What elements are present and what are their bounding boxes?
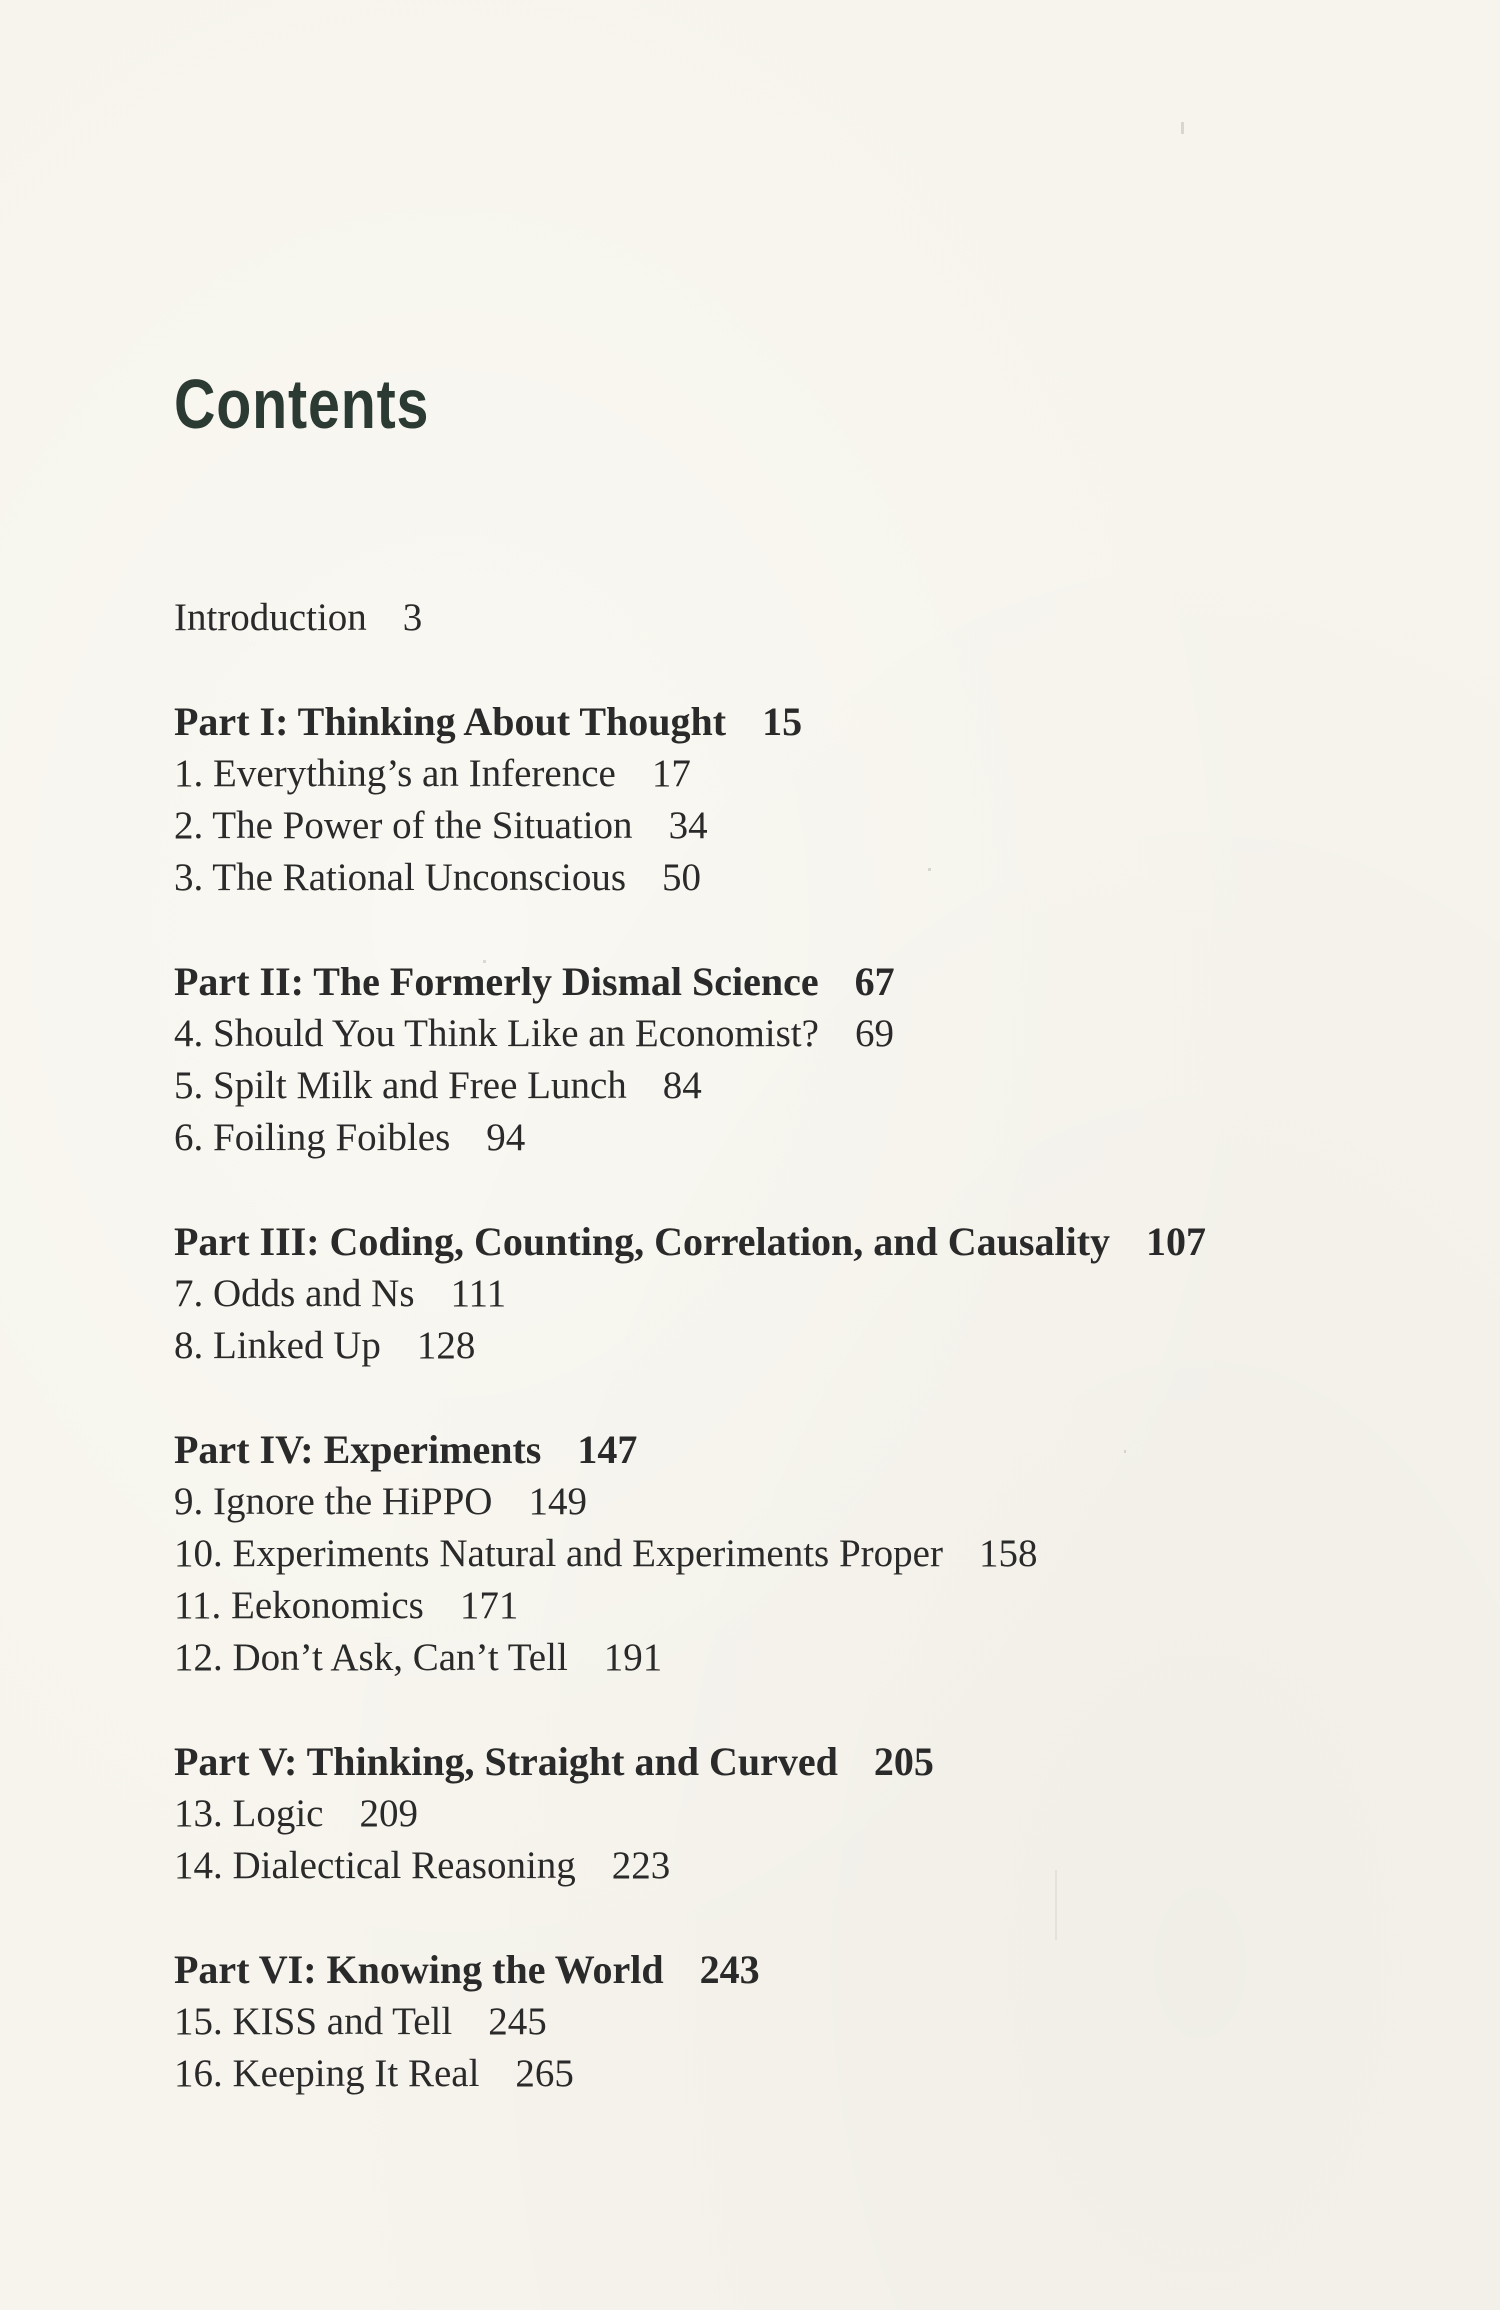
chapter-page-number: 149: [528, 1480, 587, 1523]
toc-part-3[interactable]: [174, 1216, 1394, 1268]
part-title: Part II: The Formerly Dismal Science: [174, 959, 819, 1004]
chapter-title: 7. Odds and Ns: [174, 1272, 415, 1315]
table-of-contents: [174, 592, 1394, 2100]
part-page-number: 205: [873, 1739, 934, 1784]
chapter-title: 15. KISS and Tell: [174, 2000, 453, 2043]
chapter-page-number: 50: [662, 856, 702, 899]
part-title: Part I: Thinking About Thought: [174, 699, 727, 744]
chapter-title: 13. Logic: [174, 1792, 324, 1835]
chapter-page-number: 94: [486, 1116, 526, 1159]
toc-chapter-3[interactable]: [174, 852, 1394, 904]
chapter-page-number: 111: [450, 1272, 507, 1315]
chapter-title: 2. The Power of the Situation: [174, 804, 633, 847]
toc-part-2[interactable]: [174, 956, 1394, 1008]
toc-chapter-16[interactable]: [174, 2048, 1394, 2100]
chapter-page-number: 158: [978, 1532, 1038, 1575]
chapter-title: 16. Keeping It Real: [174, 2052, 480, 2095]
toc-chapter-15[interactable]: [174, 1996, 1394, 2048]
toc-chapter-2[interactable]: [174, 800, 1394, 852]
part-title: Part V: Thinking, Straight and Curved: [174, 1739, 838, 1784]
toc-part-6[interactable]: [174, 1944, 1394, 1996]
chapter-page-number: 34: [668, 804, 708, 847]
entry-title: Introduction: [174, 596, 367, 639]
part-page-number: 243: [699, 1947, 760, 1992]
chapter-page-number: 171: [459, 1584, 519, 1627]
chapter-title: 6. Foiling Foibles: [174, 1116, 451, 1159]
chapter-page-number: 191: [603, 1636, 663, 1679]
chapter-title: 9. Ignore the HiPPO: [174, 1480, 493, 1523]
chapter-page-number: 223: [611, 1844, 671, 1887]
toc-part-4[interactable]: [174, 1424, 1394, 1476]
page-title: Contents: [174, 365, 430, 443]
toc-chapter-14[interactable]: [174, 1840, 1394, 1892]
chapter-page-number: 245: [488, 2000, 547, 2043]
toc-chapter-7[interactable]: [174, 1268, 1394, 1320]
chapter-page-number: 84: [662, 1064, 702, 1107]
chapter-title: 12. Don’t Ask, Can’t Tell: [174, 1636, 568, 1679]
chapter-page-number: 265: [515, 2052, 574, 2095]
part-title: Part VI: Knowing the World: [174, 1947, 664, 1992]
part-page-number: 15: [762, 699, 803, 744]
chapter-page-number: 209: [359, 1792, 418, 1835]
chapter-title: 10. Experiments Natural and Experiments Proper: [174, 1532, 943, 1575]
chapter-title: 5. Spilt Milk and Free Lunch: [174, 1064, 627, 1107]
chapter-page-number: 69: [854, 1012, 894, 1055]
toc-chapter-5[interactable]: [174, 1060, 1394, 1112]
toc-chapter-9[interactable]: [174, 1476, 1394, 1528]
toc-chapter-10[interactable]: [174, 1528, 1394, 1580]
chapter-page-number: 128: [416, 1324, 476, 1367]
part-title: Part III: Coding, Counting, Correlation, and Causality: [174, 1219, 1111, 1264]
part-page-number: 67: [854, 959, 895, 1004]
part-page-number: 107: [1146, 1219, 1207, 1264]
toc-chapter-11[interactable]: [174, 1580, 1394, 1632]
toc-chapter-6[interactable]: [174, 1112, 1394, 1164]
toc-chapter-8[interactable]: [174, 1320, 1394, 1372]
chapter-page-number: 17: [651, 752, 691, 795]
toc-chapter-12[interactable]: [174, 1632, 1394, 1684]
chapter-title: 3. The Rational Unconscious: [174, 856, 627, 899]
chapter-title: 8. Linked Up: [174, 1324, 381, 1367]
toc-part-1[interactable]: [174, 696, 1394, 748]
chapter-title: 4. Should You Think Like an Economist?: [174, 1012, 819, 1055]
part-page-number: 147: [577, 1427, 638, 1472]
toc-chapter-1[interactable]: [174, 748, 1394, 800]
chapter-title: 11. Eekonomics: [174, 1584, 424, 1627]
scan-speck: [1181, 122, 1184, 134]
chapter-title: 1. Everything’s an Inference: [174, 752, 616, 795]
toc-chapter-4[interactable]: [174, 1008, 1394, 1060]
toc-entry-introduction[interactable]: [174, 592, 1394, 644]
part-title: Part IV: Experiments: [174, 1427, 542, 1472]
toc-part-5[interactable]: [174, 1736, 1394, 1788]
chapter-title: 14. Dialectical Reasoning: [174, 1844, 576, 1887]
toc-chapter-13[interactable]: [174, 1788, 1394, 1840]
entry-page-number: 3: [402, 596, 423, 639]
